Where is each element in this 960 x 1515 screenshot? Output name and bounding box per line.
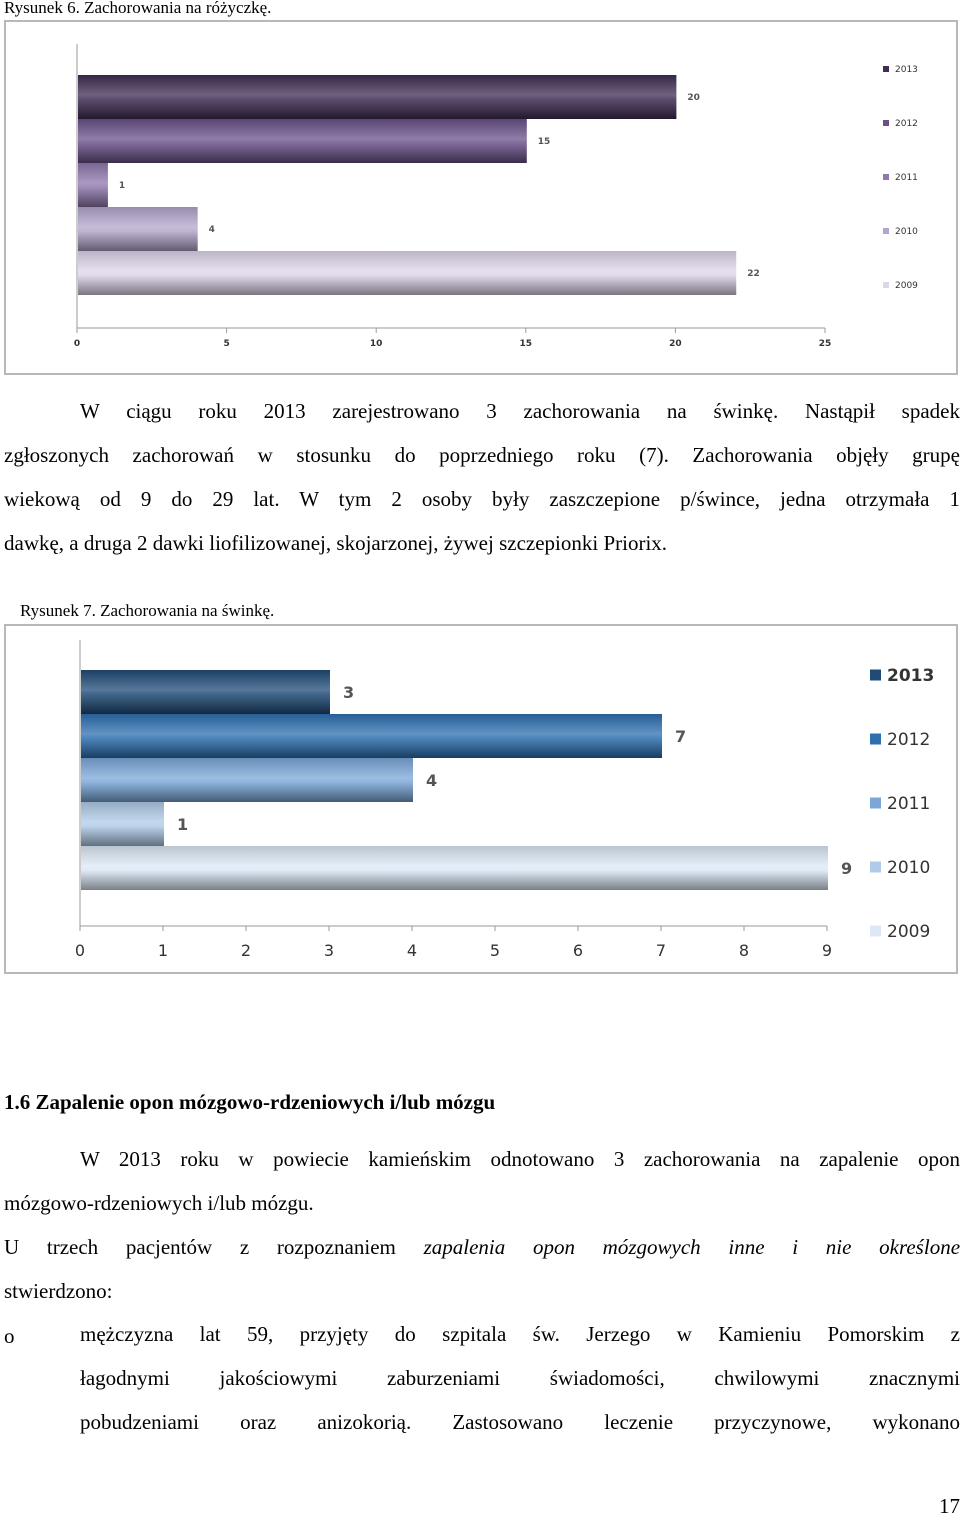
fig6-data-label-2013: 20 <box>687 93 700 103</box>
fig6-legend-swatch-2013 <box>883 66 889 72</box>
fig7-legend-label-2009: 2009 <box>887 922 931 943</box>
paragraph-1-line-3: wiekową od 9 do 29 lat. W tym 2 osoby były zaszczepione p/śwince, jedna otrzymała 1 <box>4 487 960 511</box>
fig6-x-tick-label: 0 <box>73 339 81 349</box>
fig6-legend-label-2013: 2013 <box>895 65 918 76</box>
paragraph-1-line-4: dawkę, a druga 2 dawki liofilizowanej, skojarzonej, żywej szczepionki Priorix. <box>4 531 668 555</box>
fig6-x-tick-label: 25 <box>818 339 832 349</box>
fig7-bar-2011 <box>81 758 413 802</box>
fig7-x-tick-label: 2 <box>240 941 252 960</box>
figure-7-caption: Rysunek 7. Zachorowania na świnkę. <box>20 601 275 620</box>
section-paragraph-1-line-2: mózgowo-rdzeniowych i/lub mózgu. <box>4 1191 314 1215</box>
section-paragraph-2-line-2: stwierdzono: <box>4 1279 113 1303</box>
fig7-bar-2012 <box>81 714 662 758</box>
list-item-line-1: mężczyzna lat 59, przyjęty do szpitala św. Jerzego w Kamieniu Pomorskim z <box>80 1322 960 1346</box>
section-paragraph-2-prefix: U trzech pacjentów z rozpoznaniem <box>4 1235 396 1259</box>
fig6-legend-label-2012: 2012 <box>895 119 918 130</box>
paragraph-1-line-1: W ciągu roku 2013 zarejestrowano 3 zachorowania na świnkę. Nastąpił spadek <box>80 399 960 423</box>
fig6-x-tick-label: 20 <box>669 339 682 349</box>
fig6-legend-swatch-2010 <box>883 228 889 234</box>
fig6-legend-swatch-2012 <box>883 120 889 126</box>
fig7-x-tick-label: 5 <box>489 941 501 960</box>
fig7-bar-2009 <box>81 846 828 890</box>
fig6-legend-swatch-2009 <box>883 282 889 288</box>
fig6-legend-label-2009: 2009 <box>895 281 918 292</box>
fig7-bar-2013 <box>81 670 330 714</box>
list-item-line-2: łagodnymi jakościowymi zaburzeniami świadomości, chwilowymi znacznymi <box>80 1366 960 1390</box>
fig7-data-label-2012: 7 <box>675 727 687 746</box>
fig7-legend-swatch-2011 <box>870 798 881 809</box>
fig6-x-tick-label: 10 <box>369 339 383 349</box>
figure-6-chart <box>6 22 956 373</box>
fig6-x-tick-label: 5 <box>223 339 230 349</box>
fig7-x-tick-label: 3 <box>323 941 335 960</box>
fig6-bar-2013 <box>78 75 676 119</box>
fig6-data-label-2011: 1 <box>118 181 126 191</box>
fig7-legend-label-2011: 2011 <box>887 794 931 815</box>
fig7-data-label-2011: 4 <box>426 771 438 790</box>
fig7-legend-label-2012: 2012 <box>887 730 931 751</box>
fig7-legend-label-2013: 2013 <box>887 666 935 687</box>
section-heading: 1.6 Zapalenie opon mózgowo-rdzeniowych i/lub mózgu <box>4 1090 496 1114</box>
fig6-data-label-2009: 22 <box>747 269 760 279</box>
figure-6-caption: Rysunek 6. Zachorowania na różyczkę. <box>4 0 272 17</box>
fig6-bar-2010 <box>78 207 198 251</box>
fig6-bar-2012 <box>78 119 527 163</box>
figure-7-chart <box>6 626 956 972</box>
fig7-bar-2010 <box>81 802 164 846</box>
fig7-x-tick-label: 6 <box>572 941 584 960</box>
fig6-bar-2011 <box>78 163 108 207</box>
fig6-legend-label-2010: 2010 <box>895 227 918 238</box>
fig6-data-label-2010: 4 <box>208 225 215 235</box>
section-paragraph-2-line-1 <box>4 1237 960 1258</box>
fig7-data-label-2013: 3 <box>343 683 355 702</box>
list-bullet: o <box>4 1324 15 1348</box>
fig6-data-label-2012: 15 <box>537 137 551 147</box>
fig7-x-tick-label: 4 <box>406 941 418 960</box>
fig7-legend-swatch-2010 <box>870 862 881 873</box>
fig7-x-tick-label: 8 <box>738 941 750 960</box>
figure-6-chart-frame <box>4 20 958 375</box>
fig6-bar-2009 <box>78 251 736 295</box>
fig6-legend-label-2011: 2011 <box>895 173 918 184</box>
figure-7-chart-frame <box>4 624 958 974</box>
page-number: 17 <box>939 1494 960 1515</box>
fig6-x-tick-label: 15 <box>519 339 533 349</box>
fig7-data-label-2010: 1 <box>177 815 189 834</box>
fig7-legend-swatch-2013 <box>870 670 881 681</box>
fig7-legend-label-2010: 2010 <box>887 858 931 879</box>
list-item-line-3: pobudzeniami oraz anizokorią. Zastosowano leczenie przyczynowe, wykonano <box>80 1410 960 1434</box>
fig7-legend-swatch-2012 <box>870 734 881 745</box>
paragraph-1-line-2: zgłoszonych zachorowań w stosunku do poprzedniego roku (7). Zachorowania objęły grupę <box>4 443 960 467</box>
fig7-x-tick-label: 9 <box>821 941 833 960</box>
fig6-legend-swatch-2011 <box>883 174 889 180</box>
fig7-x-tick-label: 0 <box>74 941 86 960</box>
fig7-data-label-2009: 9 <box>841 859 853 878</box>
section-paragraph-1-line-1: W 2013 roku w powiecie kamieńskim odnotowano 3 zachorowania na zapalenie opon <box>80 1147 960 1171</box>
fig7-x-tick-label: 1 <box>157 941 169 960</box>
fig7-legend-swatch-2009 <box>870 926 881 937</box>
section-paragraph-2-italic: zapalenia opon mózgowych inne i nie określone <box>423 1235 960 1259</box>
fig7-x-tick-label: 7 <box>655 941 667 960</box>
